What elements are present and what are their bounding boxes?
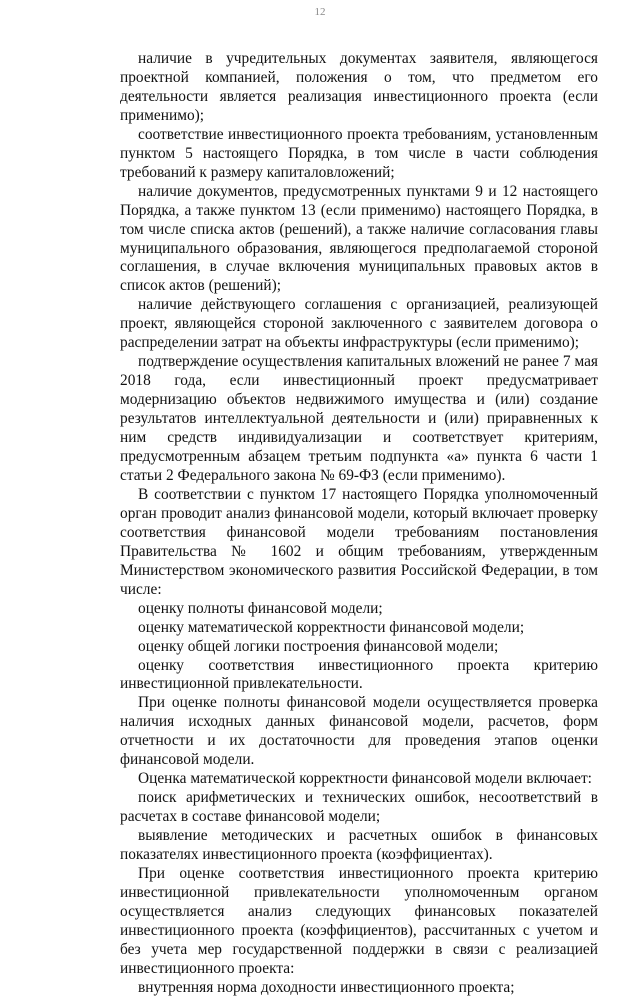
list-item: оценку математической корректности финансовой модели; <box>138 618 525 636</box>
document-body <box>120 50 598 998</box>
list-item: выявление методических и расчетных ошибок в финансовых показателях инвестиционного проекта (коэффициентах). <box>120 827 598 864</box>
list-item: внутренняя норма доходности инвестиционного проекта; <box>138 978 515 996</box>
paragraph: наличие в учредительных документах заявителя, являющегося проектной компанией, положения о том, что предметом его деятельности является реализация инвестиционного проекта (если применимо); <box>120 50 598 124</box>
paragraph: В соответствии с пунктом 17 настоящего Порядка уполномоченный орган проводит анализ финансовой модели, который включает проверку соответствия финансовой модели требованиям постановления Правительства № 1602 и общим требованиям, утвержденным Министерством экономического развития Российской Федерации, в том числе: <box>120 485 598 598</box>
list-item: оценку соответствия инвестиционного проекта критерию инвестиционной привлекательности. <box>120 656 598 693</box>
paragraph: При оценке полноты финансовой модели осуществляется проверка наличия исходных данных финансовой модели, расчетов, форм отчетности и их достаточности для проведения этапов оценки финансовой модели. <box>120 694 598 769</box>
paragraph: подтверждение осуществления капитальных вложений не ранее 7 мая 2018 года, если инвестиционный проект предусматривает модернизацию объектов недвижимого имущества и (или) создание результатов интеллектуальной деятельности и (или) приравненных к ним средств индивидуализации и соответствует критериям, предусмотренным абзацем третьим подпункта «а» пункта 6 части 1 статьи 2 Федерального закона № 69-ФЗ (если применимо). <box>120 353 598 484</box>
paragraph: При оценке соответствия инвестиционного проекта критерию инвестиционной привлекательности уполномоченным органом осуществляется анализ следующих финансовых показателей инвестиционного проекта (коэффициентов), рассчитанных с учетом и без учета мер государственной поддержки в связи с реализацией инвестиционного проекта: <box>120 864 598 977</box>
page-number: 12 <box>314 6 326 18</box>
list-item: поиск арифметических и технических ошибок, несоответствий в расчетах в составе финансовой модели; <box>120 789 598 826</box>
list-item: оценку полноты финансовой модели; <box>138 599 383 617</box>
paragraph: наличие действующего соглашения с организацией, реализующей проект, являющейся стороной заключенного с заявителем договора о распределении затрат на объекты инфраструктуры (если применимо); <box>120 296 598 352</box>
list-item: оценку общей логики построения финансовой модели; <box>138 637 499 655</box>
paragraph: Оценка математической корректности финансовой модели включает: <box>138 770 592 788</box>
paragraph: наличие документов, предусмотренных пунктами 9 и 12 настоящего Порядка, а также пунктом 13 (если применимо) настоящего Порядка, в том числе списка актов (решений), а также наличие согласования главы муниципального образования, являющегося предполагаемой стороной соглашения, в случае включения муниципальных правовых актов в список актов (решений); <box>120 182 598 295</box>
paragraph: соответствие инвестиционного проекта требованиям, установленным пунктом 5 настоящего Порядка, в том числе в части соблюдения требований к размеру капиталовложений; <box>120 125 598 181</box>
